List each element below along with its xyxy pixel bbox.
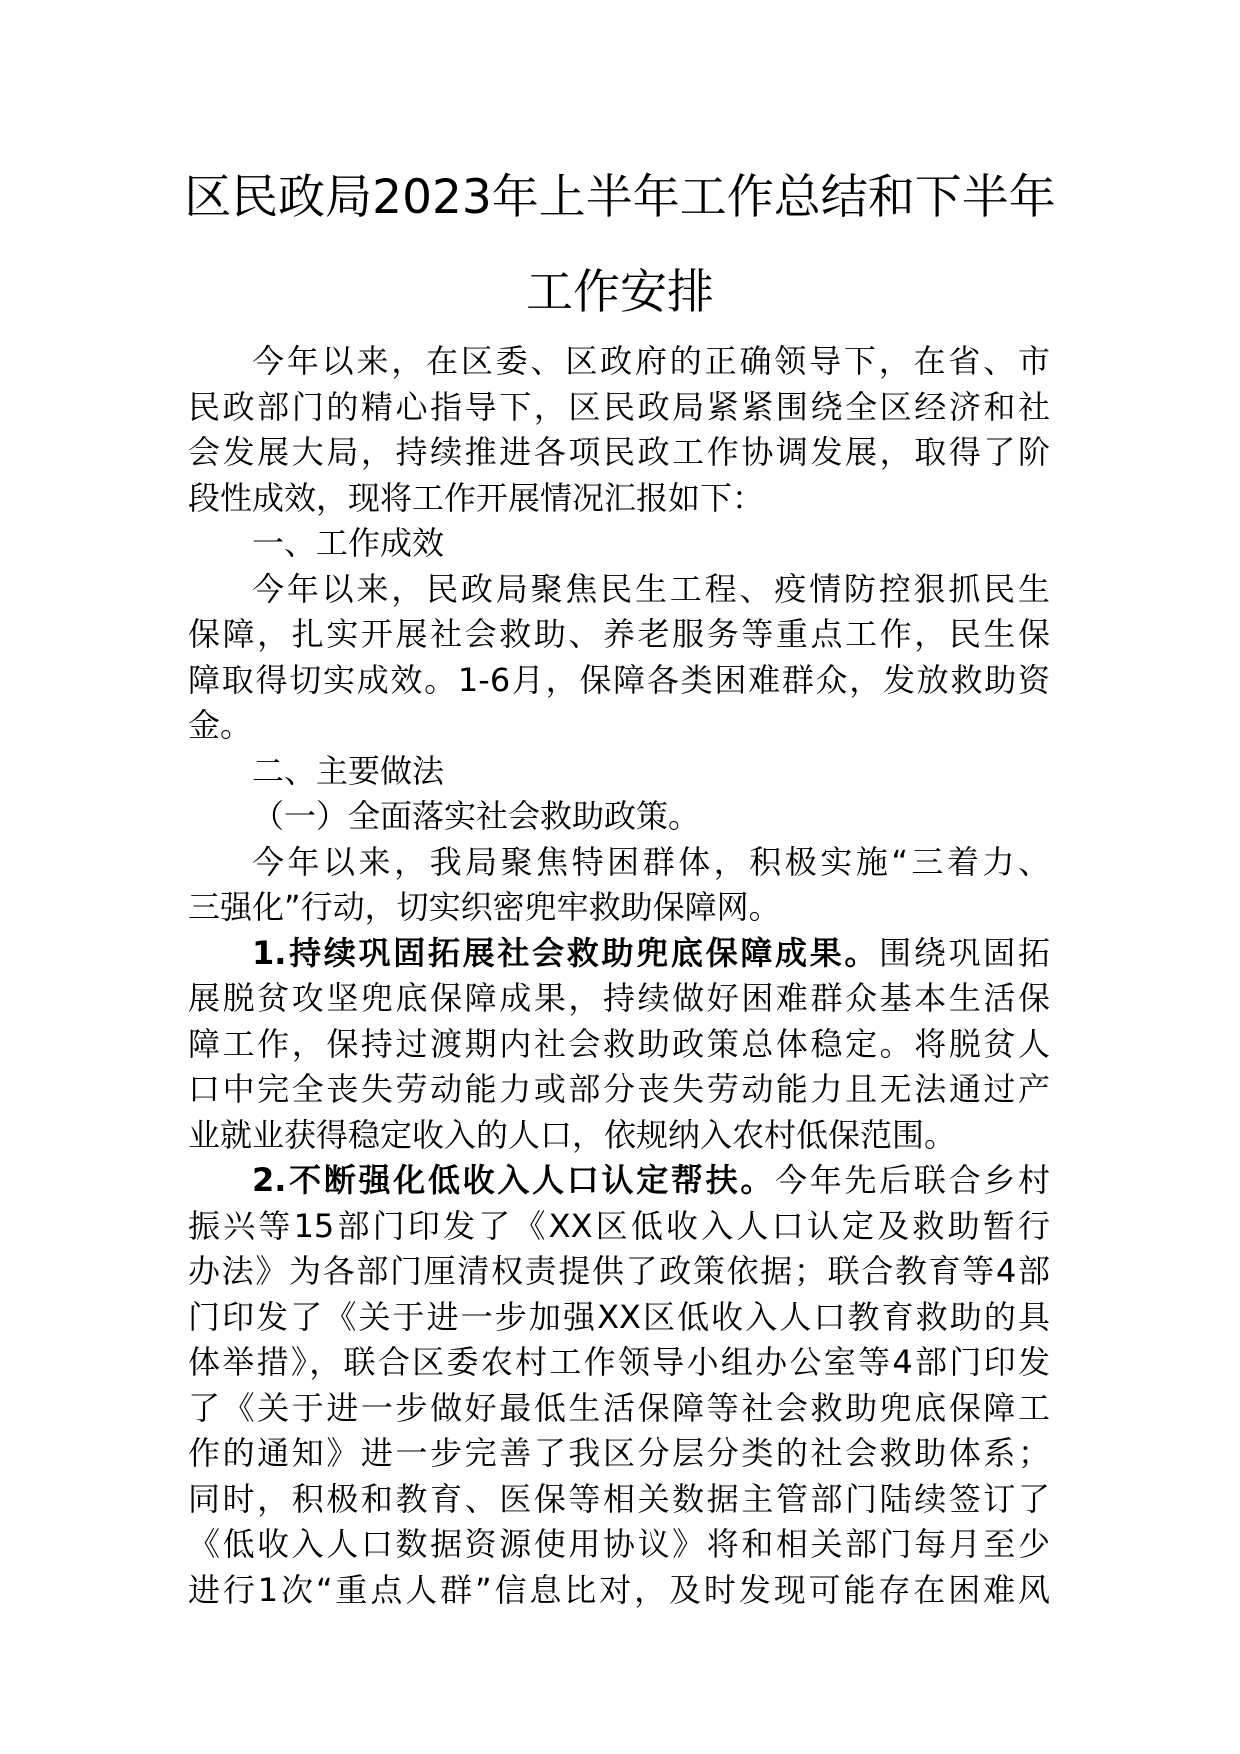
paragraph-line bbox=[188, 1477, 1050, 1523]
paragraph-line bbox=[188, 521, 1050, 567]
line-text: 保障，扎实开展社会救助、养老服务等重点工作，民生保 bbox=[188, 615, 1050, 653]
document-title-line-1: 区民政局2023年上半年工作总结和下半年 bbox=[184, 170, 1056, 225]
line-text: 民政部门的精心指导下，区民政局紧紧围绕全区经济和社 bbox=[188, 387, 1050, 426]
line-text: 业就业获得稳定收入的人口，依规纳入农村低保范围。 bbox=[188, 1115, 957, 1154]
paragraph-line bbox=[188, 1022, 1050, 1068]
paragraph-line bbox=[188, 749, 1050, 795]
paragraph-line bbox=[188, 1249, 1050, 1295]
paragraph-line bbox=[188, 1158, 1050, 1204]
line-text: 体举措》，联合区委农村工作领导小组办公室等4部门印发 bbox=[188, 1343, 1050, 1381]
paragraph-line bbox=[188, 794, 1050, 840]
bold-heading-text: 2.不断强化低收入人口认定帮扶。 bbox=[252, 1161, 776, 1199]
line-text: 一、工作成效 bbox=[252, 524, 445, 562]
document-title-line-2: 工作安排 bbox=[526, 265, 714, 320]
paragraph-line bbox=[188, 703, 1050, 749]
line-text: 作的通知》进一步完善了我区分层分类的社会救助体系； bbox=[188, 1434, 1050, 1472]
line-text: 同时，积极和教育、医保等相关数据主管部门陆续签订了 bbox=[188, 1479, 1050, 1518]
line-text: 今年以来，民政局聚焦民生工程、疫情防控狠抓民生 bbox=[252, 569, 1050, 608]
line-text: 金。 bbox=[188, 706, 253, 744]
paragraph-line bbox=[188, 1113, 1050, 1159]
line-text: 今年以来，在区委、区政府的正确领导下，在省、市 bbox=[252, 342, 1050, 380]
line-text: 今年以来，我局聚焦特困群体，积极实施“三着力、 bbox=[252, 842, 1050, 881]
paragraph-line bbox=[188, 840, 1050, 886]
paragraph-line bbox=[188, 612, 1050, 658]
line-text: 二、主要做法 bbox=[252, 751, 445, 790]
paragraph-line bbox=[188, 1522, 1050, 1568]
paragraph-line bbox=[188, 1568, 1050, 1614]
line-text: 今年先后联合乡村 bbox=[775, 1161, 1050, 1199]
line-text: 振兴等15部门印发了《XX区低收入人口认定及救助暂行 bbox=[188, 1206, 1050, 1245]
line-text: 办法》为各部门厘清权责提供了政策依据；联合教育等4部 bbox=[188, 1252, 1050, 1290]
bold-heading-text: 1.持续巩固拓展社会救助兜底保障成果。 bbox=[252, 933, 880, 972]
line-text: 进行1次“重点人群”信息比对，及时发现可能存在困难风 bbox=[188, 1570, 1050, 1609]
line-text: 会发展大局，持续推进各项民政工作协调发展，取得了阶 bbox=[188, 433, 1050, 471]
line-text: 围绕巩固拓 bbox=[879, 933, 1050, 972]
line-text: 障取得切实成效。1-6月，保障各类困难群众，发放救助资 bbox=[188, 660, 1050, 699]
line-text: （一）全面落实社会救助政策。 bbox=[252, 797, 701, 835]
line-text: 段性成效，现将工作开展情况汇报如下： bbox=[188, 478, 765, 517]
paragraph-line bbox=[188, 1340, 1050, 1386]
paragraph-line bbox=[188, 885, 1050, 931]
paragraph-line bbox=[188, 430, 1050, 476]
line-text: 三强化”行动，切实织密兜牢救助保障网。 bbox=[188, 888, 781, 926]
line-text: 障工作，保持过渡期内社会救助政策总体稳定。将脱贫人 bbox=[188, 1024, 1050, 1063]
paragraph-line bbox=[188, 1204, 1050, 1250]
line-text: 了《关于进一步做好最低生活保障等社会救助兜底保障工 bbox=[188, 1388, 1050, 1427]
paragraph-line bbox=[188, 976, 1050, 1022]
paragraph-line bbox=[188, 339, 1050, 385]
paragraph-line bbox=[188, 1431, 1050, 1477]
line-text: 《低收入人口数据资源使用协议》将和相关部门每月至少 bbox=[188, 1525, 1050, 1563]
document-body bbox=[188, 339, 1050, 1613]
paragraph-line bbox=[188, 567, 1050, 613]
paragraph-line bbox=[188, 1067, 1050, 1113]
paragraph-line bbox=[188, 658, 1050, 704]
paragraph-line bbox=[188, 1386, 1050, 1432]
line-text: 口中完全丧失劳动能力或部分丧失劳动能力且无法通过产 bbox=[188, 1070, 1050, 1108]
paragraph-line bbox=[188, 476, 1050, 522]
paragraph-line bbox=[188, 385, 1050, 431]
paragraph-line bbox=[188, 1295, 1050, 1341]
line-text: 展脱贫攻坚兜底保障成果，持续做好困难群众基本生活保 bbox=[188, 979, 1050, 1017]
paragraph-line bbox=[188, 931, 1050, 977]
line-text: 门印发了《关于进一步加强XX区低收入人口教育救助的具 bbox=[188, 1297, 1050, 1336]
